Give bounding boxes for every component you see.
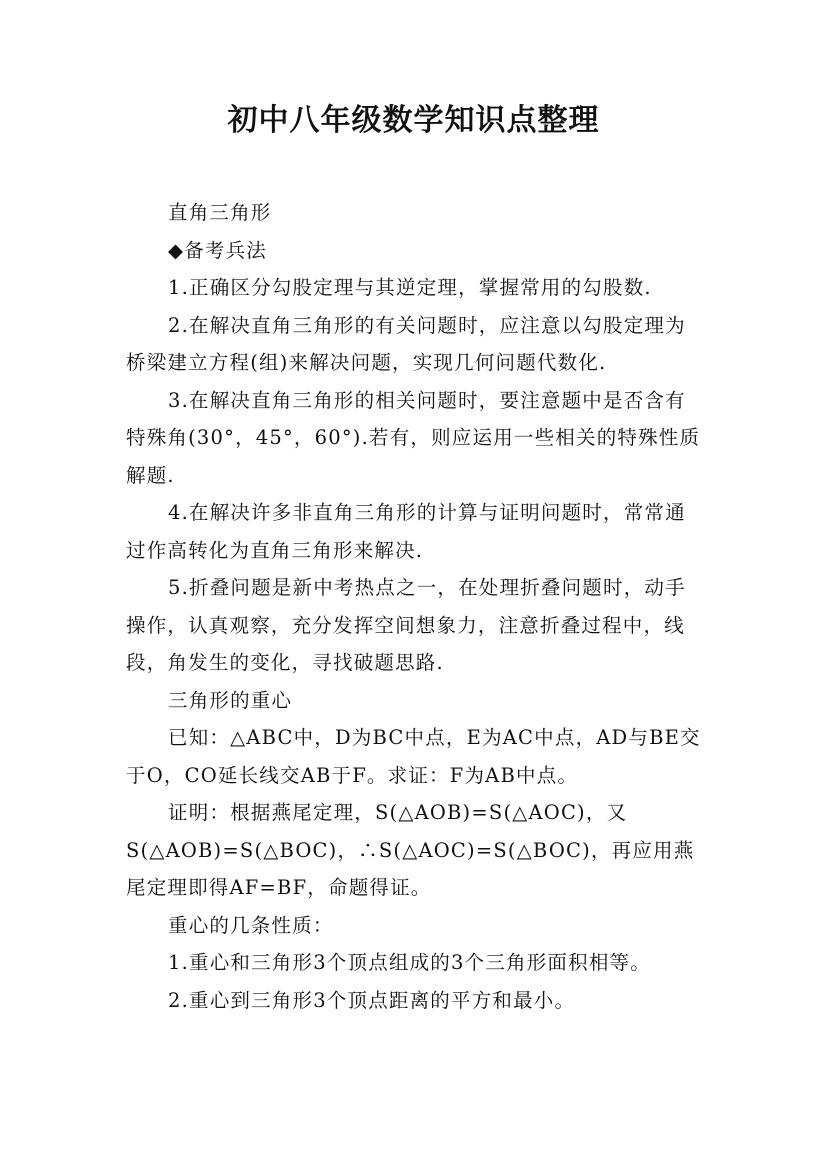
subheading-centroid-properties: 重心的几条性质： [168,913,334,937]
paragraph: 5.折叠问题是新中考热点之一，在处理折叠问题时，动手操作，认真观察，充分发挥空间想象力，注意折叠过程中，线段，角发生的变化，寻找破题思路. [126,576,686,674]
section-heading-right-triangle: 直角三角形 [168,201,272,224]
subheading-exam-tips: ◆备考兵法 [168,238,267,262]
paragraph: 已知：△ABC中，D为BC中点，E为AC中点，AD与BE交于O，CO延长线交AB于F。求证：F为AB中点。 [126,726,701,787]
paragraph: 2.重心到三角形3个顶点距离的平方和最小。 [168,988,576,1012]
section-heading-centroid: 三角形的重心 [168,688,293,712]
document-title: 初中八年级数学知识点整理 [227,103,600,138]
paragraph: 2.在解决直角三角形的有关问题时，应注意以勾股定理为桥梁建立方程(组)来解决问题，实现几何问题代数化. [126,313,686,374]
document-body [126,194,706,1019]
paragraph: 1.正确区分勾股定理与其逆定理，掌握常用的勾股数. [168,276,652,299]
paragraph: 3.在解决直角三角形的相关问题时，要注意题中是否含有特殊角(30°，45°，60°).若有，则应运用一些相关的特殊性质解题. [126,388,701,487]
paragraph: 4.在解决许多非直角三角形的计算与证明问题时，常常通过作高转化为直角三角形来解决. [126,501,686,562]
paragraph: 1.重心和三角形3个顶点组成的3个三角形面积相等。 [168,951,651,974]
paragraph: 证明：根据燕尾定理，S(△AOB)=S(△AOC)，又S(△AOB)=S(△BOC)，∴S(△AOC)=S(△BOC)，再应用燕尾定理即得AF=BF，命题得证。 [126,801,695,899]
